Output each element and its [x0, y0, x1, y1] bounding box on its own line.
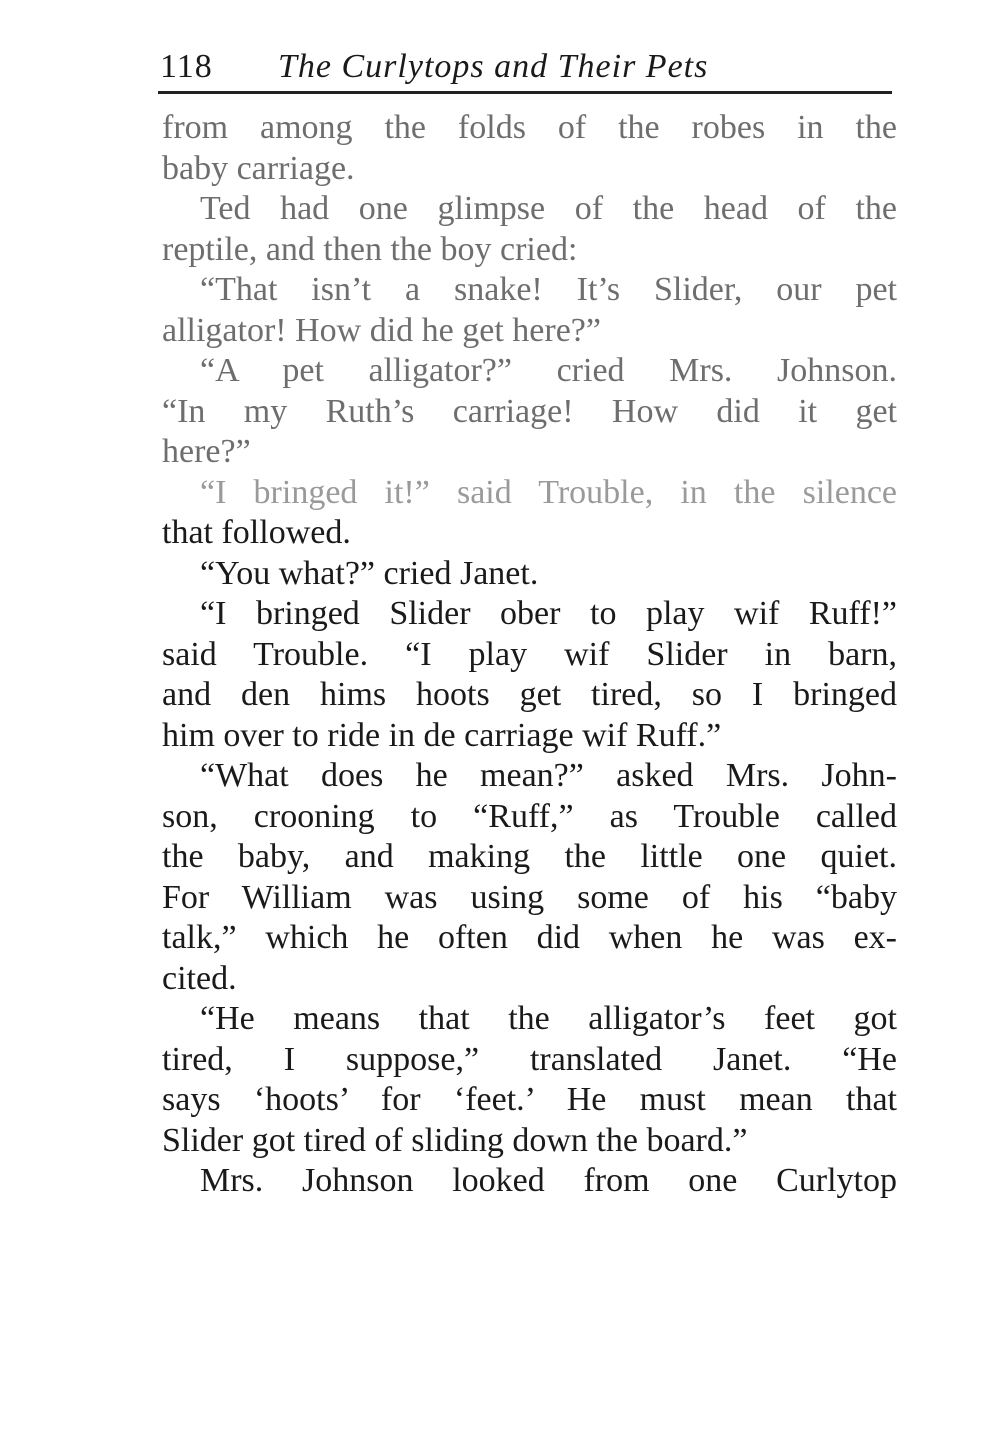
text-line: here?” — [162, 433, 251, 470]
text-line: Ted had one glimpse of the head of the — [200, 190, 897, 227]
text-line: For William was using some of his “baby — [162, 878, 897, 916]
text-line: “That isn’t a snake! It’s Slider, our pet — [200, 271, 897, 308]
text-line: says ‘hoots’ for ‘feet.’ He must mean that — [162, 1081, 897, 1118]
text-line: “What does he mean?” asked Mrs. John- — [200, 757, 897, 794]
text-line: “You what?” cried Janet. — [200, 554, 539, 592]
text-line: Slider got tired of sliding down the board.” — [162, 1121, 748, 1159]
body-text — [162, 108, 897, 1202]
running-title: The Curlytops and Their Pets — [278, 48, 709, 85]
text-line: “He means that the alligator’s feet got — [200, 1000, 897, 1037]
text-line: that followed. — [162, 514, 351, 551]
text-line: baby carriage. — [162, 149, 355, 187]
text-line: tired, I suppose,” translated Janet. “He — [162, 1040, 897, 1078]
running-head — [160, 44, 890, 90]
text-line: “In my Ruth’s carriage! How did it get — [162, 392, 897, 430]
text-line: “A pet alligator?” cried Mrs. Johnson. — [200, 352, 897, 389]
text-line: reptile, and then the boy cried: — [162, 230, 578, 268]
text-line: alligator! How did he get here?” — [162, 311, 601, 349]
text-line: cited. — [162, 959, 237, 997]
text-line: said Trouble. “I play wif Slider in barn, — [162, 635, 897, 673]
page-number: 118 — [160, 48, 213, 85]
text-line: “I bringed Slider ober to play wif Ruff!” — [200, 595, 897, 632]
text-line: from among the folds of the robes in the — [162, 109, 897, 146]
text-line: Mrs. Johnson looked from one Curlytop — [200, 1162, 897, 1199]
text-line: “I bringed it!” said Trouble, in the silence — [200, 473, 897, 511]
text-line: him over to ride in de carriage wif Ruff.” — [162, 716, 722, 754]
text-line: the baby, and making the little one quiet. — [162, 838, 897, 875]
text-line: son, crooning to “Ruff,” as Trouble called — [162, 797, 897, 835]
text-line: talk,” which he often did when he was ex- — [162, 919, 897, 956]
text-line: and den hims hoots get tired, so I bringed — [162, 676, 897, 713]
header-rule — [158, 91, 892, 94]
